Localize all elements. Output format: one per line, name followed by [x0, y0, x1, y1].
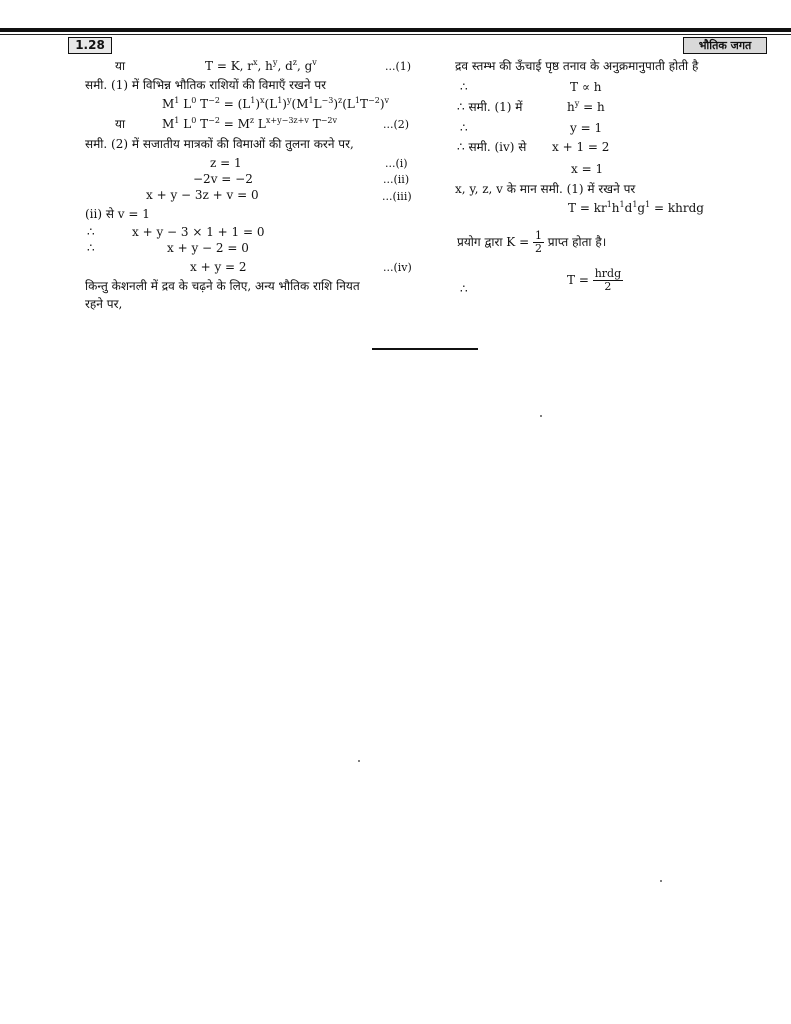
- fraction-hrdg: $\frac{\text{hrdg}}{2}$: [594, 267, 622, 293]
- text-line: समी. (2) में सजातीय मात्रकों की विमाओं की तुलना करने पर,: [85, 137, 354, 151]
- scan-speck: [660, 880, 662, 882]
- or-label: या: [115, 59, 126, 73]
- top-rule: [0, 28, 791, 32]
- scan-speck: [540, 415, 542, 417]
- equation-ii: −2v = −2: [193, 172, 253, 186]
- text-line: (ii) से v = 1: [85, 207, 150, 221]
- equation-2: $M^1$ $L^0$ $T^{-2} = M^z$ $L^{x+y-3z+v}$ $T^{-2v}$: [162, 116, 338, 131]
- top-rule-thin: [0, 34, 791, 35]
- therefore-symbol: ∴: [87, 225, 95, 239]
- equation-i: z = 1: [210, 156, 242, 170]
- equation-line: $h^y = h$: [567, 99, 605, 114]
- therefore-symbol: ∴: [460, 282, 468, 296]
- final-equation: T = $\frac{\text{hrdg}}{2}$: [567, 267, 622, 293]
- equation-ref-ii: ...(ii): [383, 173, 410, 186]
- text-line: द्रव स्तम्भ की ऊँचाई पृष्ठ तनाव के अनुक्रमानुपाती होती है: [455, 59, 699, 73]
- therefore-symbol: ∴: [460, 80, 468, 94]
- text-line: रहने पर,: [85, 297, 123, 311]
- equation-ref-1: ...(1): [385, 60, 412, 73]
- text-line: प्रयोग द्वारा K = $\frac{1}{2}$ प्राप्त होता है।: [457, 229, 607, 255]
- fraction-half: $\frac{1}{2}$: [534, 229, 542, 255]
- scan-speck: [358, 760, 360, 762]
- page-number: 1.28: [68, 37, 112, 54]
- equation-ref-i: ...(i): [385, 157, 408, 170]
- equation-line: $T = kr^1h^1d^1g^1$ = khrdg: [568, 200, 704, 215]
- text-line: समी. (1) में विभिन्न भौतिक राशियों की विमाएँ रखने पर: [85, 78, 327, 92]
- equation-line: x + 1 = 2: [552, 140, 610, 154]
- text-line: किन्तु केशनली में द्रव के चढ़ने के लिए, अन्य भौतिक राशि नियत: [85, 279, 360, 293]
- equation-ref-iv: ...(iv): [383, 261, 412, 274]
- text-line: x, y, z, v के मान समी. (1) में रखने पर: [455, 182, 636, 196]
- equation-line: x = 1: [571, 162, 604, 176]
- book-title: भौतिक जगत: [683, 37, 767, 54]
- equation-line: x + y − 2 = 0: [167, 241, 249, 255]
- equation-ref-2: ...(2): [383, 118, 410, 131]
- text-line: ∴ समी. (1) में: [457, 100, 523, 114]
- therefore-symbol: ∴: [460, 121, 468, 135]
- text-line: ∴ समी. (iv) से: [457, 140, 527, 154]
- equation-line: y = 1: [570, 121, 603, 135]
- or-label: या: [115, 117, 126, 131]
- equation-iii: x + y − 3z + v = 0: [146, 188, 259, 202]
- dimension-equation: $M^1$ $L^0$ $T^{-2} = (L^1)^x(L^1)^y(M^1L^{-3})^z(L^1T^{-2})^v$: [162, 96, 390, 111]
- proportion-equation: T ∝ h: [570, 80, 602, 94]
- therefore-symbol: ∴: [87, 241, 95, 255]
- equation-iv: x + y = 2: [190, 260, 247, 274]
- equation-line: x + y − 3 × 1 + 1 = 0: [132, 225, 265, 239]
- equation-1: T = K, $r^x$, $h^y$, $d^z$, $g^v$: [205, 58, 317, 73]
- equation-ref-iii: ...(iii): [382, 190, 412, 203]
- section-end-rule: [372, 348, 478, 350]
